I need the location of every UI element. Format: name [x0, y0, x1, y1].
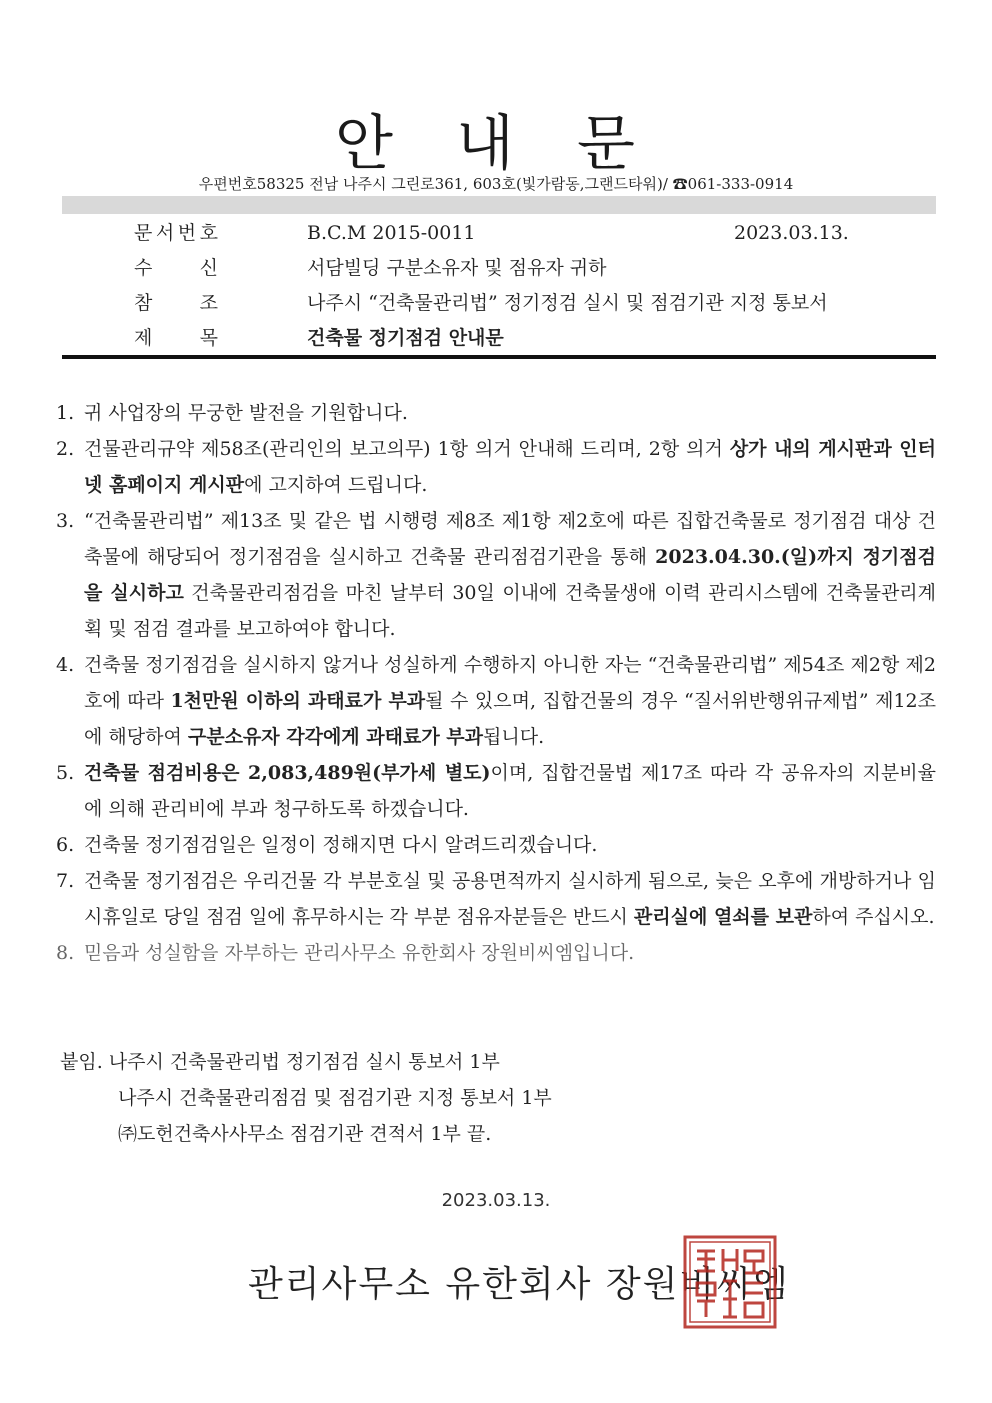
attachment-line: ㈜도헌건축사사무소 점검기관 견적서 1부 끝.: [118, 1123, 492, 1145]
meta-row-doc-no: [62, 218, 936, 248]
list-item: 2. 건물관리규약 제58조(관리인의 보고의무) 1항 의거 안내해 드리며, 2항 의거 상가 내의 게시판과 인터넷 홈페이지 게시판에 고지하여 드립니다.: [56, 438, 936, 496]
doc-no-value: B.C.M 2015-0011: [307, 222, 476, 244]
document-title: 안 내 문: [334, 109, 658, 179]
recipient-label: 수 신: [134, 257, 218, 279]
sender-address: 우편번호58325 전남 나주시 그린로361, 603호(빛가람동,그랜드타워)/ ☎061-333-0914: [198, 175, 794, 193]
doc-no-label: 문 서 번 호: [134, 222, 218, 244]
list-item: 8. 믿음과 성실함을 자부하는 관리사무소 유한회사 장원비씨엠입니다.: [56, 942, 635, 964]
attachments: [60, 1044, 552, 1152]
reference-value: 나주시 “건축물관리법” 정기정검 실시 및 점검기관 지정 통보서: [307, 292, 828, 314]
subject-label: 제 목: [134, 327, 218, 349]
sender-name: 관리사무소 유한회사 장원비씨엠: [248, 1264, 790, 1305]
footer-date: 2023.03.13.: [441, 1190, 551, 1211]
list-item: 1. 귀 사업장의 무궁한 발전을 기원합니다.: [56, 402, 408, 424]
list-item: 6. 건축물 정기점검일은 일정이 정해지면 다시 알려드리겠습니다.: [56, 834, 598, 856]
attachment-line: 나주시 건축물관리점검 및 점검기관 지정 통보서 1부: [118, 1087, 552, 1109]
attachment-line: 붙임. 나주시 건축물관리법 정기점검 실시 통보서 1부: [60, 1051, 500, 1073]
list-item: 5. 건축물 점검비용은 2,083,489원(부가세 별도)이며, 집합건물법 제17조 따라 각 공유자의 지분비율에 의해 관리비에 부과 청구하도록 하겠습니다.: [56, 762, 936, 820]
notice-body: [56, 395, 936, 971]
meta-row-recipient: [62, 253, 936, 283]
list-item: 3. “건축물관리법” 제13조 및 같은 법 시행령 제8조 제1항 제2호에 따른 집합건축물로 정기점검 대상 건축물에 해당되어 정기점검을 실시하고 건축물 관리점검기관을 통해 2023.04.30.(일)까지 정기점검을 실시하고 건축물관리점검을 마친 날부터 30일 이내에 건축물생애 이력 관리시스템에 건축물관리계획 및 점검 결과를 보고하여야 합니다.: [56, 510, 937, 640]
company-seal-icon: [683, 1235, 777, 1329]
meta-row-subject: [62, 323, 936, 353]
reference-label: 참 조: [134, 292, 218, 314]
header-rule: [62, 355, 936, 359]
doc-date: 2023.03.13.: [734, 222, 849, 244]
header-divider-bar: [62, 196, 936, 214]
list-item: 7. 건축물 정기점검은 우리건물 각 부분호실 및 공용면적까지 실시하게 됨으로, 늦은 오후에 개방하거나 임시휴일로 당일 점검 일에 휴무하시는 각 부분 점유자분들은 반드시 관리실에 열쇠를 보관하여 주십시오.: [56, 870, 936, 928]
recipient-value: 서담빌딩 구분소유자 및 점유자 귀하: [307, 257, 607, 279]
subject-value: 건축물 정기점검 안내문: [307, 327, 504, 349]
list-item: 4. 건축물 정기점검을 실시하지 않거나 성실하게 수행하지 아니한 자는 “건축물관리법” 제54조 제2항 제2호에 따라 1천만원 이하의 과태료가 부과될 수 있으며, 집합건물의 경우 “질서위반행위규제법” 제12조에 해당하여 구분소유자 각각에게 과태료가 부과됩니다.: [56, 654, 936, 748]
meta-row-reference: [62, 288, 936, 318]
